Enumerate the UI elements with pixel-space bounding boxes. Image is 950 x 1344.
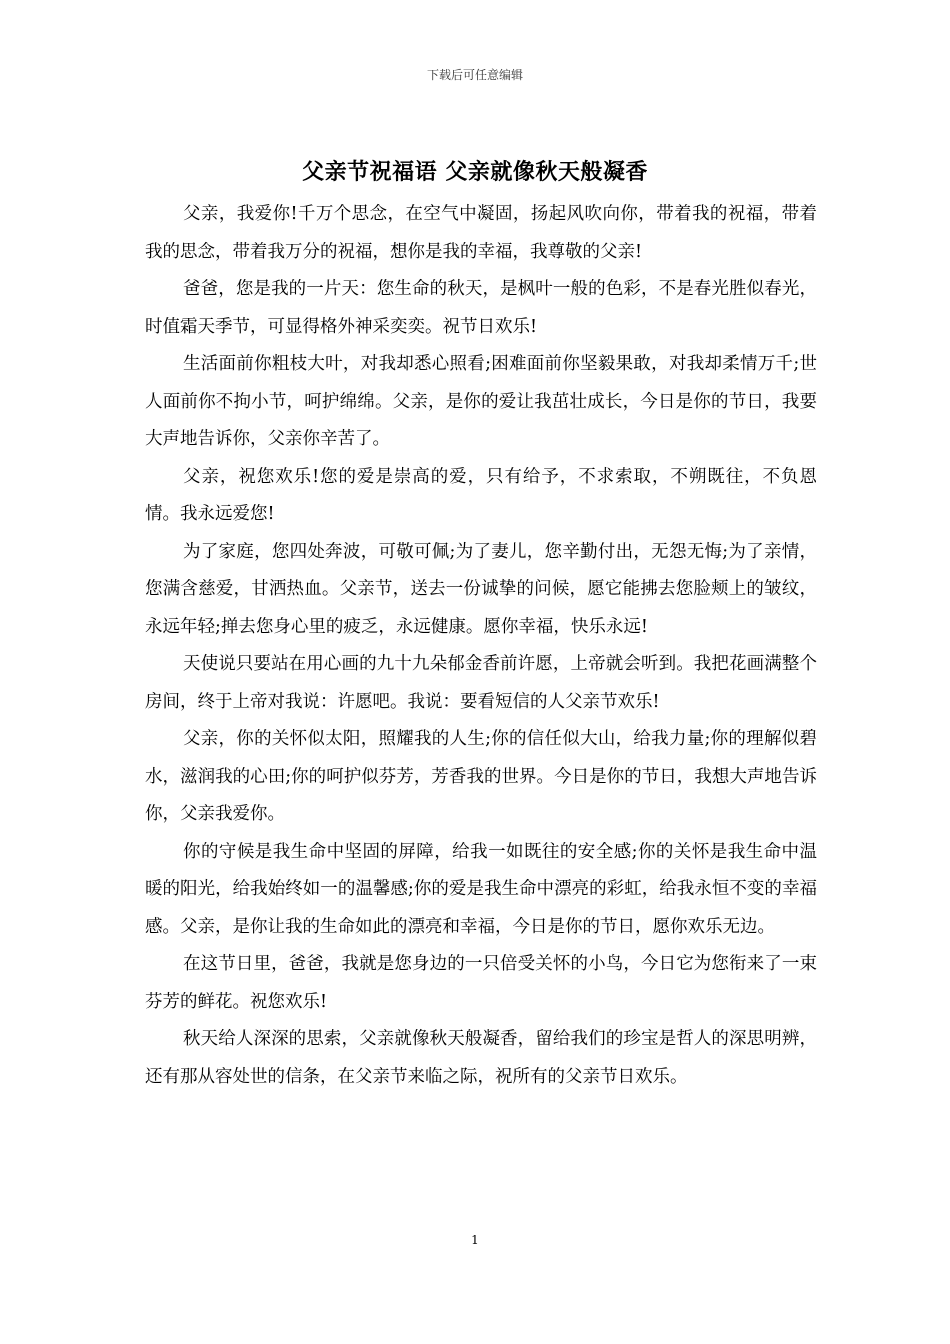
paragraph-5: 为了家庭，您四处奔波，可敬可佩;为了妻儿，您辛勤付出，无怨无悔;为了亲情，您满含慈爱，甘洒热血。父亲节，送去一份诚挚的问候，愿它能拂去您脸颊上的皱纹，永远年轻;掸去您身心里的疲乏，永远健康。愿你幸福，快乐永远!: [145, 541, 817, 637]
paragraph-7: 父亲，你的关怀似太阳，照耀我的人生;你的信任似大山，给我力量;你的理解似碧水，滋润我的心田;你的呵护似芬芳，芳香我的世界。今日是你的节日，我想大声地告诉你，父亲我爱你。: [145, 729, 817, 824]
page-number: 1: [471, 1233, 479, 1247]
document-body: [145, 196, 817, 1096]
paragraph-2: 爸爸，您是我的一片天：您生命的秋天，是枫叶一般的色彩，不是春光胜似春光，时值霜天季节，可显得格外神采奕奕。祝节日欢乐!: [145, 279, 817, 337]
paragraph-1: 父亲，我爱你!千万个思念，在空气中凝固，扬起风吹向你，带着我的祝福，带着我的思念，带着我万分的祝福，想你是我的幸福，我尊敬的父亲!: [145, 204, 817, 262]
document-title: 父亲节祝福语 父亲就像秋天般凝香: [302, 159, 648, 185]
paragraph-8: 你的守候是我生命中坚固的屏障，给我一如既往的安全感;你的关怀是我生命中温暖的阳光，给我始终如一的温馨感;你的爱是我生命中漂亮的彩虹，给我永恒不变的幸福感。父亲，是你让我的生命如此的漂亮和幸福，今日是你的节日，愿你欢乐无边。: [145, 841, 817, 937]
paragraph-10: 秋天给人深深的思索，父亲就像秋天般凝香，留给我们的珍宝是哲人的深思明辨，还有那从容处世的信条，在父亲节来临之际，祝所有的父亲节日欢乐。: [145, 1029, 817, 1087]
paragraph-3: 生活面前你粗枝大叶，对我却悉心照看;困难面前你坚毅果敢，对我却柔情万千;世人面前你不拘小节，呵护绵绵。父亲，是你的爱让我茁壮成长，今日是你的节日，我要大声地告诉你，父亲你辛苦了。: [145, 354, 817, 449]
paragraph-4: 父亲，祝您欢乐!您的爱是崇高的爱，只有给予，不求索取，不朔既往，不负恩情。我永远爱您!: [145, 466, 817, 524]
paragraph-6: 天使说只要站在用心画的九十九朵郁金香前许愿，上帝就会听到。我把花画满整个房间，终于上帝对我说：许愿吧。我说：要看短信的人父亲节欢乐!: [145, 654, 817, 712]
header-note: 下载后可任意编辑: [426, 68, 523, 82]
paragraph-9: 在这节日里，爸爸，我就是您身边的一只倍受关怀的小鸟，今日它为您衔来了一束芬芳的鲜花。祝您欢乐!: [145, 954, 817, 1012]
